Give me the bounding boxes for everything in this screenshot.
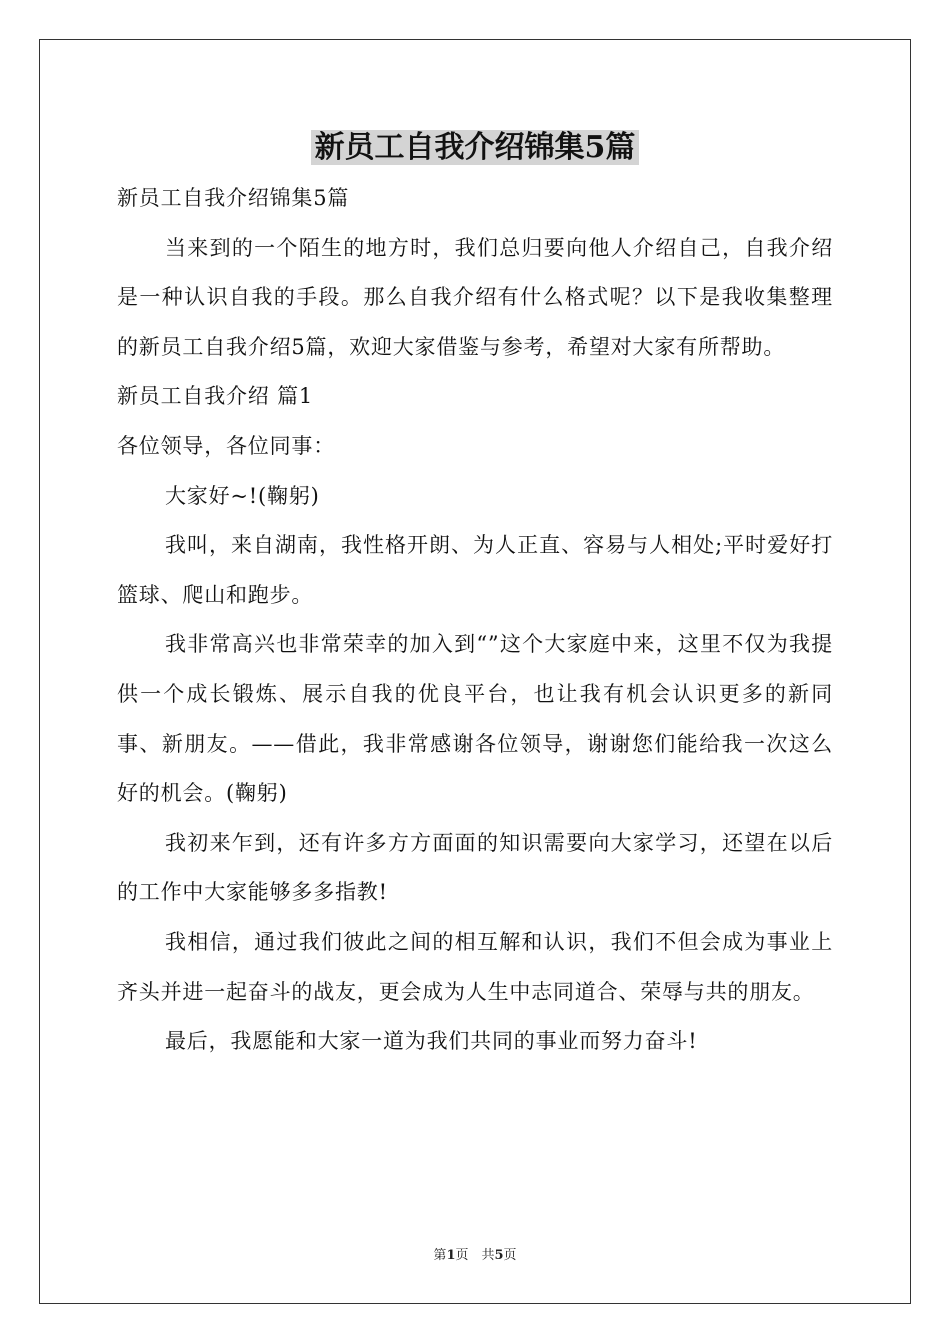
greeting-paragraph: 各位领导，各位同事： <box>117 433 335 458</box>
document-body <box>117 174 833 1067</box>
body-paragraph: 我非常高兴也非常荣幸的加入到“”这个大家庭中来，这里不仅为我提供一个成长锻炼、展示自我的优良平台，也让我有机会认识更多的新同事、新朋友。——借此，我非常感谢各位领导，谢谢您们能给我一次这么好的机会。(鞠躬) <box>117 632 833 806</box>
body-paragraph: 大家好~!(鞠躬) <box>165 483 320 508</box>
intro-paragraph: 当来到的一个陌生的地方时，我们总归要向他人介绍自己，自我介绍是一种认识自我的手段。那么自我介绍有什么格式呢？以下是我收集整理的新员工自我介绍5篇，欢迎大家借鉴与参考，希望对大家有所帮助。 <box>117 235 833 359</box>
body-paragraph: 最后，我愿能和大家一道为我们共同的事业而努力奋斗! <box>165 1029 698 1054</box>
page-label-suffix: 页 <box>503 1248 517 1263</box>
body-paragraph: 我相信，通过我们彼此之间的相互解和认识，我们不但会成为事业上齐头并进一起奋斗的战友，更会成为人生中志同道合、荣辱与共的朋友。 <box>117 929 833 1004</box>
page-footer <box>0 1247 950 1265</box>
total-page-number: 5 <box>494 1248 504 1263</box>
page-label-prefix: 第 <box>433 1248 447 1263</box>
section-heading: 新员工自我介绍 篇1 <box>117 384 314 409</box>
document-title-text: 新员工自我介绍锦集5篇 <box>311 130 640 165</box>
current-page-number: 1 <box>446 1248 456 1263</box>
body-paragraph: 我初来乍到，还有许多方方面面的知识需要向大家学习，还望在以后的工作中大家能够多多指教! <box>117 830 833 905</box>
subtitle-paragraph: 新员工自我介绍锦集5篇 <box>117 186 350 210</box>
body-paragraph: 我叫，来自湖南，我性格开朗、为人正直、容易与人相处;平时爱好打篮球、爬山和跑步。 <box>117 533 833 607</box>
page-label-mid: 页 共 <box>455 1248 495 1263</box>
document-title <box>0 122 950 174</box>
